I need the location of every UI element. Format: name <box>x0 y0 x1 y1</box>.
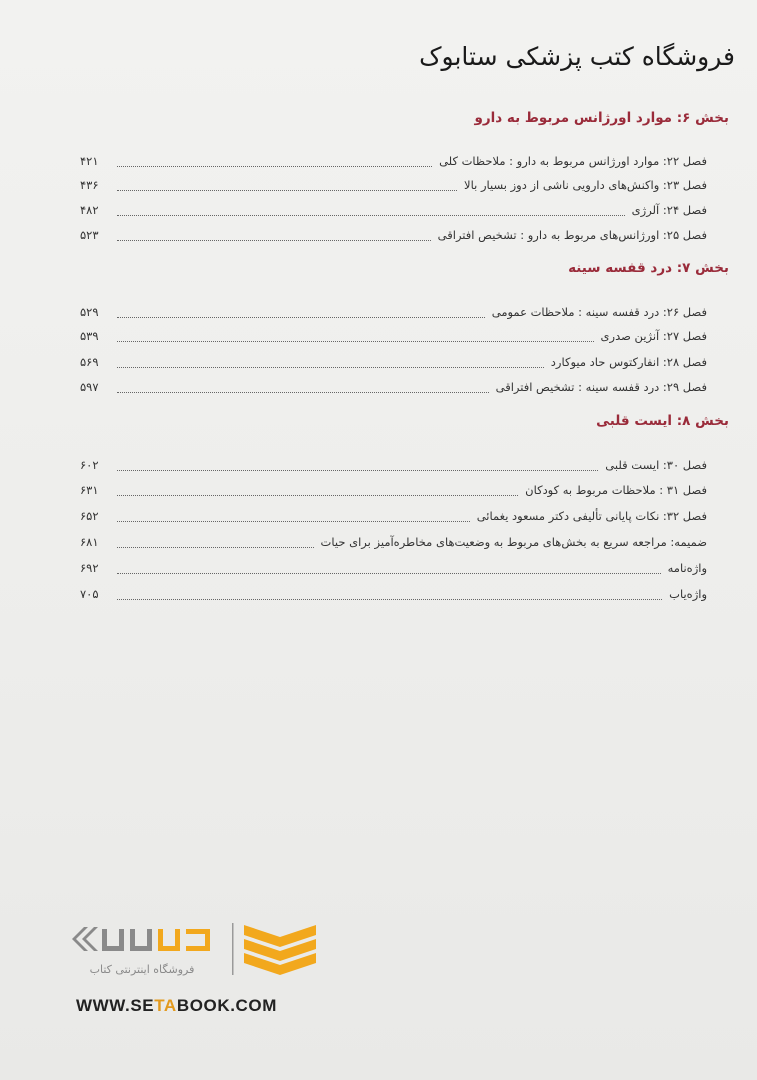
chevrons-icon <box>72 927 98 951</box>
url-accent: TA <box>154 996 177 1015</box>
toc-entry-label: فصل ۲۸: انفارکتوس حاد میوکارد <box>550 355 707 369</box>
section-title: بخش ۶: موارد اورژانس مربوط به دارو <box>474 110 729 126</box>
toc-entry-label: واژه‌نامه <box>667 561 707 575</box>
book-emblem-icon <box>244 925 316 975</box>
toc-entry-label: فصل ۲۵: اورژانس‌های مربوط به دارو : تشخیص افتراقی <box>437 228 707 242</box>
dot-leader <box>117 382 489 393</box>
toc-entry <box>80 559 707 577</box>
toc-entry-page: ۶۳۱ <box>80 483 99 497</box>
toc-entry-page: ۵۲۳ <box>80 228 99 242</box>
toc-entry <box>80 201 707 219</box>
toc-entry-label: فصل ۲۲: موارد اورژانس مربوط به دارو : ملاحظات کلی <box>439 154 707 168</box>
toc-entry <box>80 303 707 321</box>
toc-entry-label: فصل ۳۱ : ملاحظات مربوط به کودکان <box>525 483 707 497</box>
wordmark-icon <box>102 929 152 951</box>
toc-entry-label: فصل ۲۴: آلرژی <box>631 203 707 217</box>
dot-leader <box>117 460 598 471</box>
dot-leader <box>117 156 432 167</box>
dot-leader <box>117 205 625 216</box>
dot-leader <box>117 511 470 522</box>
toc-entry-page: ۵۹۷ <box>80 380 99 394</box>
setabook-logo-graphic <box>62 915 322 985</box>
url-prefix: WWW.SE <box>76 996 155 1015</box>
dot-leader <box>117 563 661 574</box>
toc-entry <box>80 533 707 551</box>
dot-leader <box>117 331 594 342</box>
dot-leader <box>117 485 518 496</box>
toc-entry-page: ۵۳۹ <box>80 329 99 343</box>
toc-entry-label: فصل ۲۳: واکنش‌های دارویی ناشی از دوز بسیار بالا <box>464 178 707 192</box>
toc-entry <box>80 378 707 396</box>
toc-entry-label: فصل ۲۹: درد قفسه سینه : تشخیص افتراقی <box>495 380 707 394</box>
toc-entry-page: ۶۹۲ <box>80 561 99 575</box>
toc-entry-page: ۵۲۹ <box>80 305 99 319</box>
toc-entry-label: واژه‌یاب <box>669 587 707 601</box>
dot-leader <box>117 357 544 368</box>
toc-entry-label: فصل ۳۲: نکات پایانی تألیفی دکتر مسعود یغمائی <box>476 509 707 523</box>
website-url <box>76 996 277 1016</box>
section-title: بخش ۸: ایست قلبی <box>596 413 729 429</box>
toc-entry <box>80 176 707 194</box>
toc-entry-label: فصل ۲۷: آنژین صدری <box>600 329 707 343</box>
dot-leader <box>117 180 457 191</box>
toc-entry-label: فصل ۲۶: درد قفسه سینه : ملاحظات عمومی <box>491 305 707 319</box>
toc-entry-page: ۶۸۱ <box>80 535 99 549</box>
toc-entry <box>80 507 707 525</box>
toc-entry <box>80 226 707 244</box>
toc-entry-label: ضمیمه: مراجعه سریع به بخش‌های مربوط به وضعیت‌های مخاطره‌آمیز برای حیات <box>320 535 707 549</box>
toc-entry-page: ۶۰۲ <box>80 458 99 472</box>
toc-entry-page: ۴۳۶ <box>80 178 99 192</box>
section-title: بخش ۷: درد قفسه سینه <box>568 260 729 276</box>
dot-leader <box>117 537 314 548</box>
toc-entry <box>80 456 707 474</box>
toc-entry-page: ۴۸۲ <box>80 203 99 217</box>
logo-tagline: فروشگاه اینترنتی کتاب <box>89 963 195 976</box>
page-header-title: فروشگاه کتب پزشکی ستابوک <box>419 42 735 71</box>
toc-entry-label: فصل ۳۰: ایست قلبی <box>605 458 707 472</box>
toc-entry <box>80 152 707 170</box>
url-suffix: BOOK.COM <box>176 996 277 1015</box>
toc-entry-page: ۷۰۵ <box>80 587 99 601</box>
toc-entry <box>80 481 707 499</box>
toc-entry <box>80 327 707 345</box>
setabook-logo <box>62 915 322 985</box>
toc-entry <box>80 585 707 603</box>
toc-entry <box>80 353 707 371</box>
dot-leader <box>117 307 485 318</box>
toc-entry-page: ۴۲۱ <box>80 154 99 168</box>
toc-entry-page: ۶۵۲ <box>80 509 99 523</box>
dot-leader <box>117 230 431 241</box>
dot-leader <box>117 589 662 600</box>
toc-entry-page: ۵۶۹ <box>80 355 99 369</box>
